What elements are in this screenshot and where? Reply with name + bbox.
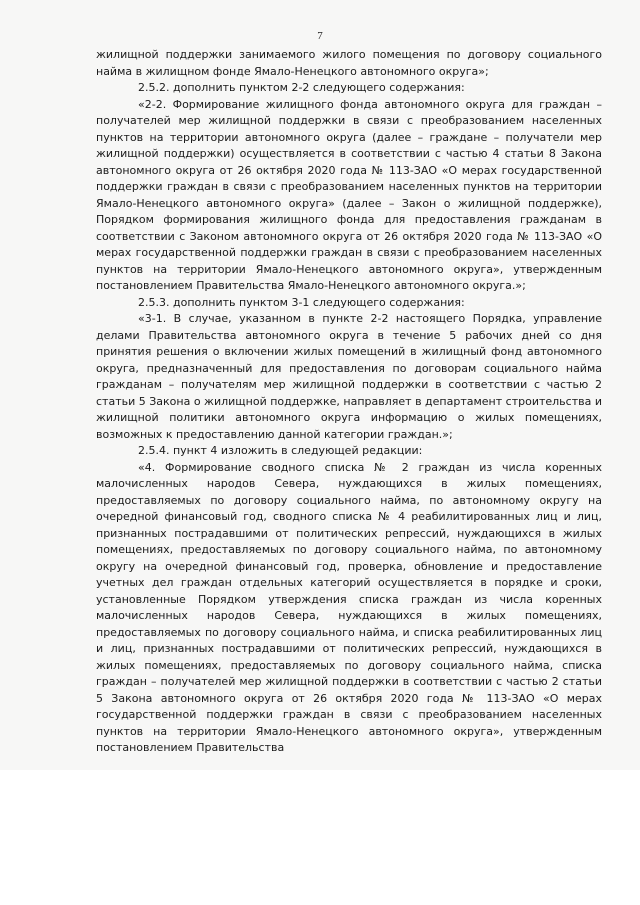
paragraph-continuation: жилищной поддержки занимаемого жилого помещения по договору социального найма в жилищном фонде Ямало-Ненецкого автономного округа»; <box>96 48 602 78</box>
paragraph-item-2-5-2: 2.5.2. дополнить пунктом 2-2 следующего содержания: <box>138 81 465 94</box>
paragraph-item-2-5-4: 2.5.4. пункт 4 изложить в следующей редакции: <box>138 444 423 457</box>
paragraph-item-2-5-3: 2.5.3. дополнить пунктом 3-1 следующего содержания: <box>138 295 465 309</box>
paragraph-point-3-1: «3-1. В случае, указанном в пункте 2-2 настоящего Порядка, управление делами Правительства автономного округа в течение 5 рабочих дней со дня принятия решения о включении жилых помещений в жилищный фонд автономного округа, предназначенный для предоставления по договорам социального найма гражданам – получателям мер жилищной поддержки в соответствии с частью 2 статьи 5 Закона о жилищной поддержке, направляет в департамент строительства и жилищной политики автономного округа информацию о жилых помещениях, возможных к предоставлению данной категории граждан.»; <box>96 312 602 441</box>
page-number: 7 <box>317 30 323 42</box>
document-body <box>96 47 602 757</box>
paragraph-point-4: «4. Формирование сводного списка № 2 граждан из числа коренных малочисленных народов Севера, нуждающихся в жилых помещениях, предоставляемых по договору социального найма, по автономному округу на очередной финансовый год, сводного списка № 4 реабилитированных лиц и лиц, признанных пострадавшими от политических репрессий, нуждающихся в жилых помещениях, предоставляемых по договору социального найма, по автономному округу на очередной финансовый год, проверка, обновление и предоставление учетных дел граждан отдельных категорий осуществляется в порядке и сроки, установленные Порядком утверждения списка граждан из числа коренных малочисленных народов Севера, нуждающихся в жилых помещениях, предоставляемых по договору социального найма, и списка реабилитированных лиц и лиц, признанных пострадавшими от политических репрессий, нуждающихся в жилых помещениях, предоставляемых по договору социального найма, списка граждан – получателей мер жилищной поддержки в соответствии с частью 2 статьи 5 Закона автономного округа от 26 октября 2020 года № 113-ЗАО «О мерах государственной поддержки граждан в связи с преобразованием населенных пунктов на территории Ямало-Ненецкого автономного округа», утвержденным постановлением Правительства <box>96 460 602 754</box>
paragraph-point-2-2: «2-2. Формирование жилищного фонда автономного округа для граждан – получателей мер жилищной поддержки в связи с преобразованием населенных пунктов на территории автономного округа (далее – граждане – получатели мер жилищной поддержки) осуществляется в соответствии с частью 4 статьи 8 Закона автономного округа от 26 октября 2020 года № 113-ЗАО «О мерах государственной поддержки граждан в связи с преобразованием населенных пунктов на территории Ямало-Ненецкого автономного округа» (далее – Закон о жилищной поддержке), Порядком формирования жилищного фонда для предоставления гражданам в соответствии с Законом автономного округа от 26 октября 2020 года № 113-ЗАО «О мерах государственной поддержки граждан в связи с преобразованием населенных пунктов на территории Ямало-Ненецкого автономного округа», утвержденным постановлением Правительства Ямало-Ненецкого автономного округа.»; <box>96 97 602 292</box>
